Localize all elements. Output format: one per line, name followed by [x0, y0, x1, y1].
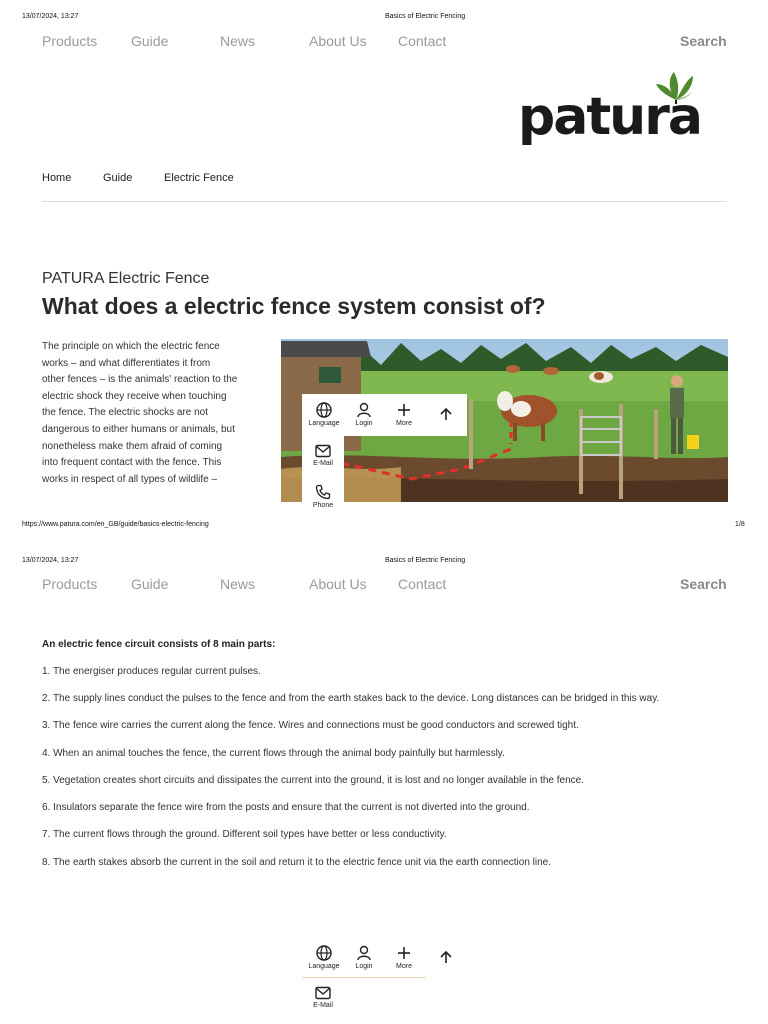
arrow-up-icon: [438, 406, 454, 422]
intro-line: the fence. The electric shocks are not: [42, 407, 209, 419]
mail-icon: [315, 444, 331, 458]
list-item: 8. The earth stakes absorb the current in the soil and return it to the electric fence unit via the earth connection line.: [42, 857, 551, 868]
arrow-up-icon: [438, 949, 454, 965]
list-item: 1. The energiser produces regular current pulses.: [42, 666, 261, 677]
phone-label: Phone: [312, 502, 334, 509]
patura-logo[interactable]: [518, 70, 730, 152]
breadcrumb-guide[interactable]: Guide: [103, 172, 133, 184]
print-datetime: 13/07/2024, 13:27: [22, 13, 79, 20]
breadcrumb-electric-fence[interactable]: Electric Fence: [164, 172, 234, 184]
login-label: Login: [355, 963, 373, 970]
mail-icon: [315, 986, 331, 1000]
nav-products[interactable]: Products: [42, 33, 98, 49]
print-page-number: 1/8: [735, 521, 745, 528]
more-button[interactable]: [384, 396, 424, 432]
user-icon: [356, 402, 372, 418]
nav-products[interactable]: Products: [42, 576, 98, 592]
circuit-intro: An electric fence circuit consists of 8 main parts:: [42, 639, 276, 650]
print-datetime-2: 13/07/2024, 13:27: [22, 557, 79, 564]
login-button[interactable]: [344, 396, 384, 432]
intro-line: into frequent contact with the fence. This: [42, 457, 222, 469]
print-doc-title: Basics of Electric Fencing: [385, 13, 466, 20]
print-doc-title-2: Basics of Electric Fencing: [385, 557, 466, 564]
intro-line: nonetheless make them afraid of coming: [42, 440, 223, 452]
nav-news[interactable]: News: [220, 576, 256, 592]
language-button[interactable]: [304, 396, 344, 432]
nav-guide[interactable]: Guide: [131, 33, 169, 49]
language-button[interactable]: [304, 939, 344, 975]
more-label: More: [396, 963, 412, 970]
list-item: 4. When an animal touches the fence, the current flows through the animal body painfully but harmlessly.: [42, 748, 505, 759]
intro-paragraph: [42, 339, 262, 488]
email-button[interactable]: [303, 438, 343, 474]
login-label: Login: [355, 420, 373, 427]
login-button[interactable]: [344, 939, 384, 975]
scroll-top-button[interactable]: [426, 940, 466, 976]
nav-contact[interactable]: Contact: [398, 33, 447, 49]
breadcrumb-home[interactable]: Home: [42, 172, 72, 184]
page-title: What does a electric fence system consist of?: [42, 293, 546, 319]
intro-line: works in respect of all types of wildlife –: [42, 473, 218, 485]
logo-wordmark: patura: [518, 87, 701, 147]
intro-line: dangerous to either humans or animals, but: [42, 423, 235, 435]
more-label: More: [396, 420, 412, 427]
globe-icon: [316, 402, 332, 418]
intro-line: The principle on which the electric fence: [42, 341, 220, 352]
phone-icon: [315, 484, 331, 500]
print-footer-url: https://www.patura.com/en_GB/guide/basics-electric-fencing: [22, 521, 209, 528]
list-item: 2. The supply lines conduct the pulses to the fence and from the earth stakes back to the device. Long distances can be bridged in this way.: [42, 693, 660, 704]
plus-icon: [396, 945, 412, 961]
email-label: E-Mail: [313, 1002, 333, 1009]
language-label: Language: [308, 963, 340, 970]
user-icon: [356, 945, 372, 961]
globe-icon: [316, 945, 332, 961]
nav-guide[interactable]: Guide: [131, 576, 169, 592]
nav-news[interactable]: News: [220, 33, 256, 49]
contact-toolbar: [302, 436, 344, 516]
floating-toolbar: [302, 394, 467, 436]
phone-button[interactable]: [303, 478, 343, 514]
nav-contact[interactable]: Contact: [398, 576, 447, 592]
contact-toolbar-2: [302, 980, 344, 1020]
intro-line: electric shock they receive when touching: [42, 390, 227, 402]
intro-line: other fences – is the animals' reaction to the: [42, 374, 238, 386]
list-item: 6. Insulators separate the fence wire from the posts and ensure that the current is not diverted into the ground.: [42, 802, 530, 813]
scroll-top-button[interactable]: [426, 396, 466, 432]
section-kicker: PATURA Electric Fence: [42, 270, 210, 287]
nav-about-us[interactable]: About Us: [309, 576, 367, 592]
more-button[interactable]: [384, 939, 424, 975]
search-link[interactable]: Search: [680, 576, 727, 592]
search-link[interactable]: Search: [680, 33, 727, 49]
email-label: E-Mail: [313, 460, 333, 467]
breadcrumb-divider: [42, 201, 727, 202]
email-button[interactable]: [303, 980, 343, 1016]
nav-about-us[interactable]: About Us: [309, 33, 367, 49]
language-label: Language: [308, 420, 340, 427]
list-item: 3. The fence wire carries the current along the fence. Wires and connections must be good conductors and screwed tight.: [42, 720, 579, 731]
list-item: 5. Vegetation creates short circuits and dissipates the current into the ground, it is lost and no longer available in the fence.: [42, 775, 584, 786]
list-item: 7. The current flows through the ground. Different soil types have better or less conductivity.: [42, 829, 447, 840]
floating-toolbar-2: [302, 938, 426, 978]
intro-line: works – and what differentiates it from: [42, 357, 211, 369]
plus-icon: [396, 402, 412, 418]
